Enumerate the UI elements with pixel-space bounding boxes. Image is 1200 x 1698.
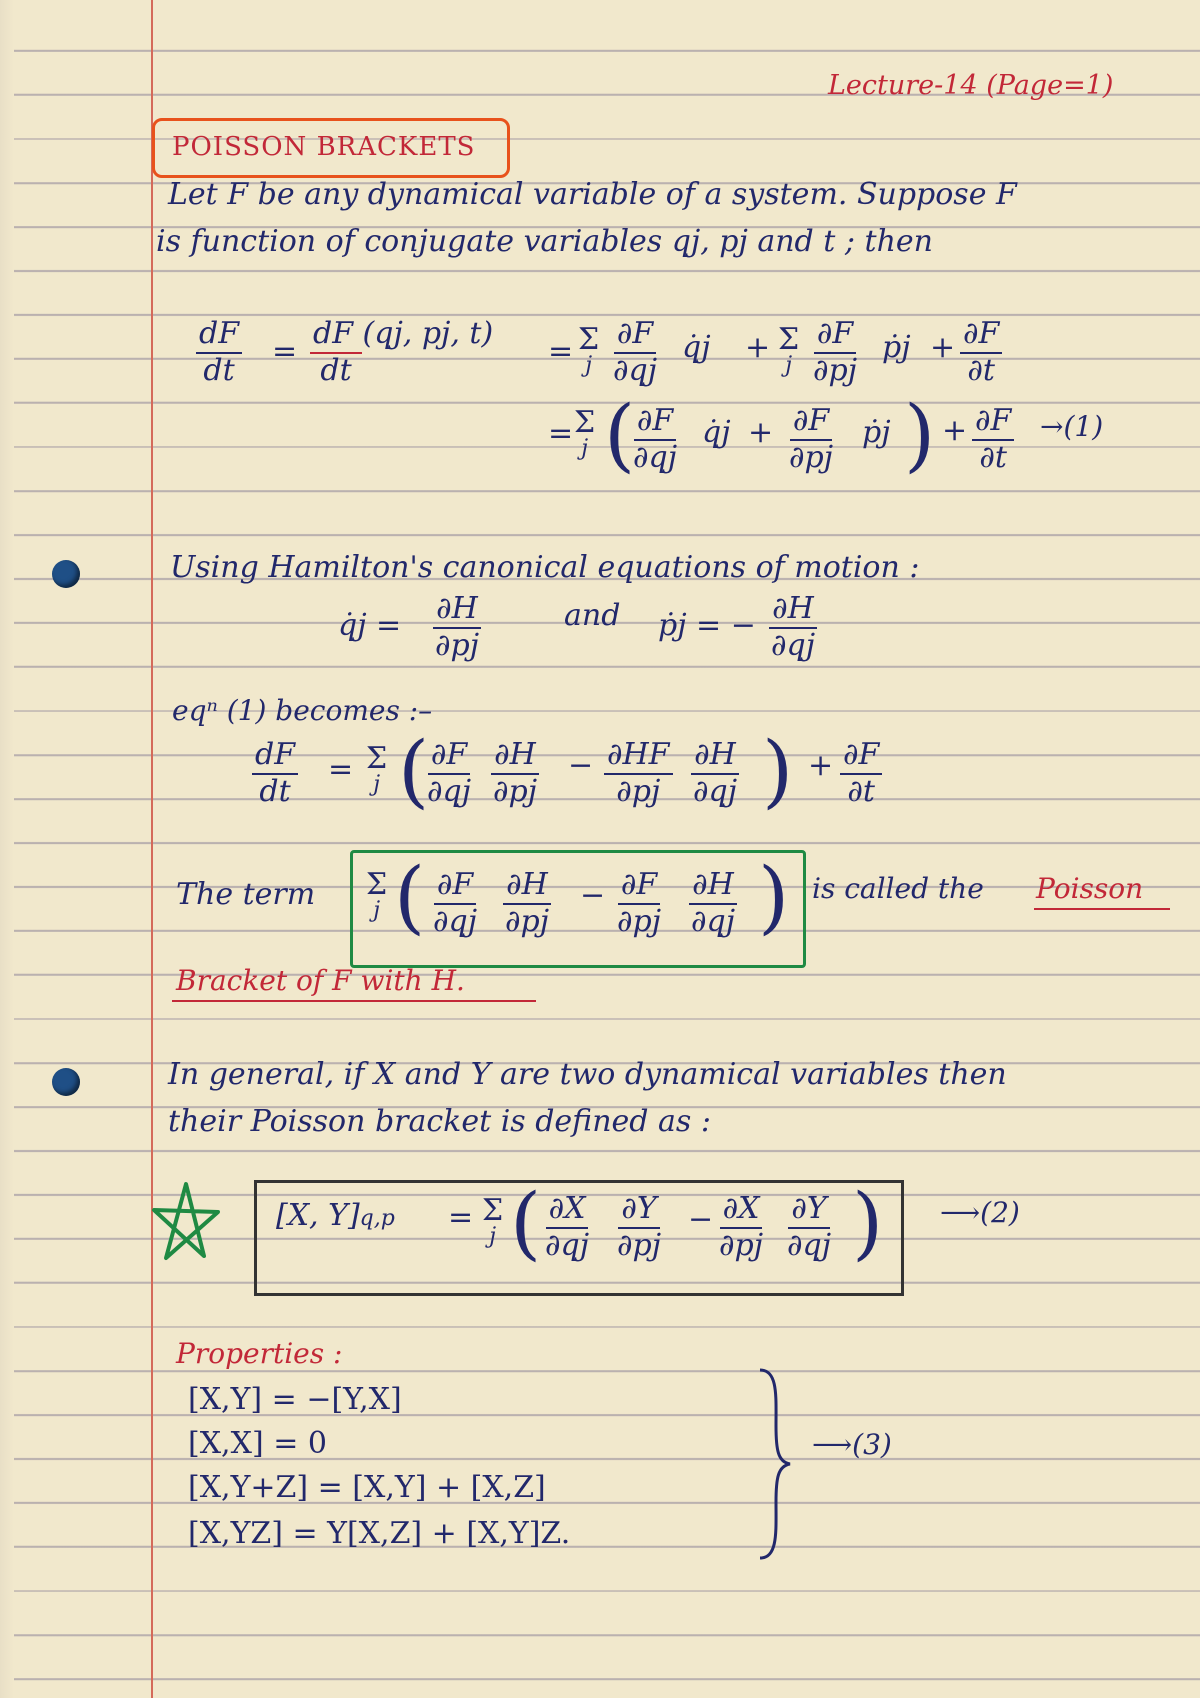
right-curly-brace-icon <box>754 1366 794 1562</box>
summation: Σ j <box>574 405 596 461</box>
property-item: [X,Y+Z] = [X,Y] + [X,Z] <box>188 1470 546 1505</box>
right-paren: ) <box>904 388 936 481</box>
fraction: $\frac{\partial H}{\partial qj}$ <box>771 591 816 663</box>
and-text: and <box>564 598 621 633</box>
fraction: $\frac{\partial X}{\partial qj}$ <box>545 1191 590 1263</box>
underline <box>172 1000 536 1002</box>
fraction: $\frac{\partial F}{\partial qj}$ <box>613 316 658 388</box>
fraction: $\frac{\partial X}{\partial pj}$ <box>719 1191 764 1263</box>
minus-sign: − <box>688 1202 714 1237</box>
bracket-lhs: [X, Y]q,p <box>276 1198 395 1233</box>
equals-sign: = <box>548 334 574 369</box>
lecture-header: Lecture-14 (Page=1) <box>828 70 1114 101</box>
summation: Σ j <box>366 741 388 797</box>
right-paren: ) <box>762 724 794 817</box>
term-text: is called the <box>812 872 984 905</box>
minus-sign: − <box>568 748 594 783</box>
time-derivative: ṗj <box>882 330 911 365</box>
summation: Σ j <box>366 867 388 923</box>
becomes-text: eqⁿ (1) becomes :– <box>172 694 433 727</box>
margin-line <box>151 0 153 1698</box>
poisson-word: Poisson <box>1036 872 1144 905</box>
general-line: their Poisson bracket is defined as : <box>168 1104 711 1139</box>
plus-sign: + <box>942 413 968 448</box>
fraction: $\frac{\partial HF}{\partial pj}$ <box>604 738 673 809</box>
fraction: $\frac{\partial F}{\partial pj}$ <box>789 403 834 475</box>
fraction: $\frac{\partial F}{\partial pj}$ <box>617 867 662 939</box>
fraction: $\frac{\partial H}{\partial qj}$ <box>691 867 736 939</box>
green-star-icon <box>148 1178 224 1264</box>
term-text: The term <box>176 877 316 912</box>
intro-line: Let F be any dynamical variable of a system. Suppose F <box>168 177 1017 212</box>
property-item: [X,X] = 0 <box>188 1426 327 1461</box>
fraction: $\frac{\partial F}{\partial t}$ <box>840 738 882 809</box>
fraction: $\frac{dF (qj, pj, t)}{dt}$ <box>310 317 496 388</box>
underline <box>1034 908 1170 910</box>
plus-sign: + <box>808 748 834 783</box>
fraction: $\frac{dF}{dt}$ <box>196 317 242 388</box>
fraction: $\frac{\partial F}{\partial qj}$ <box>633 403 678 475</box>
plus-sign: + <box>745 330 771 365</box>
property-item: [X,YZ] = Y[X,Z] + [X,Y]Z. <box>188 1516 571 1551</box>
fraction: $\frac{\partial F}{\partial t}$ <box>960 317 1002 388</box>
fraction: $\frac{\partial H}{\partial pj}$ <box>435 591 480 663</box>
equals-sign: = <box>272 334 298 369</box>
fraction: $\frac{\partial F}{\partial qj}$ <box>433 867 478 939</box>
fraction: $\frac{\partial H}{\partial pj}$ <box>505 867 550 939</box>
intro-line: is function of conjugate variables qj, pj and t ; then <box>156 224 933 259</box>
time-derivative: q̇j <box>702 415 731 450</box>
fraction: $\frac{\partial H}{\partial qj}$ <box>693 737 738 809</box>
properties-heading: Properties : <box>176 1337 343 1370</box>
right-paren: ) <box>852 1176 884 1269</box>
minus-sign: − <box>580 878 606 913</box>
plus-sign: + <box>930 330 956 365</box>
left-paren: ( <box>510 1176 542 1269</box>
fraction: $\frac{\partial F}{\partial qj}$ <box>427 737 472 809</box>
hamilton-text: Using Hamilton's canonical equations of motion : <box>170 550 920 585</box>
binder-hole <box>52 560 80 588</box>
fraction: $\frac{\partial Y}{\partial qj}$ <box>787 1191 832 1263</box>
left-paren: ( <box>398 724 430 817</box>
time-derivative: q̇j <box>682 330 711 365</box>
fraction: $\frac{dF}{dt}$ <box>252 738 298 809</box>
bracket-of-f-text: Bracket of F with H. <box>176 964 465 997</box>
left-paren: ( <box>604 388 636 481</box>
p-dot: ṗj = − <box>658 608 756 643</box>
binder-hole <box>52 1068 80 1096</box>
equation-label: ⟶(2) <box>940 1196 1020 1229</box>
right-paren: ) <box>758 850 790 943</box>
page-title: POISSON BRACKETS <box>172 132 476 162</box>
left-paren: ( <box>394 850 426 943</box>
summation: Σ j <box>482 1193 504 1249</box>
equals-sign: = <box>448 1200 474 1235</box>
q-dot: q̇j = <box>338 608 402 643</box>
equals-sign: = <box>328 752 354 787</box>
property-item: [X,Y] = −[Y,X] <box>188 1382 402 1417</box>
fraction: $\frac{\partial F}{\partial t}$ <box>972 404 1014 475</box>
fraction: $\frac{\partial F}{\partial pj}$ <box>813 316 858 388</box>
fraction: $\frac{\partial H}{\partial pj}$ <box>493 737 538 809</box>
equation-label: →(1) <box>1040 410 1104 443</box>
time-derivative: ṗj <box>862 415 891 450</box>
fraction: $\frac{\partial Y}{\partial pj}$ <box>617 1191 662 1263</box>
summation: Σ j <box>578 322 600 378</box>
page-edge <box>0 0 14 1698</box>
equation-label: ⟶(3) <box>812 1428 892 1461</box>
equals-sign: = <box>548 416 574 451</box>
general-line: In general, if X and Y are two dynamical variables then <box>168 1057 1007 1092</box>
summation: Σ j <box>778 322 800 378</box>
plus-sign: + <box>748 415 774 450</box>
